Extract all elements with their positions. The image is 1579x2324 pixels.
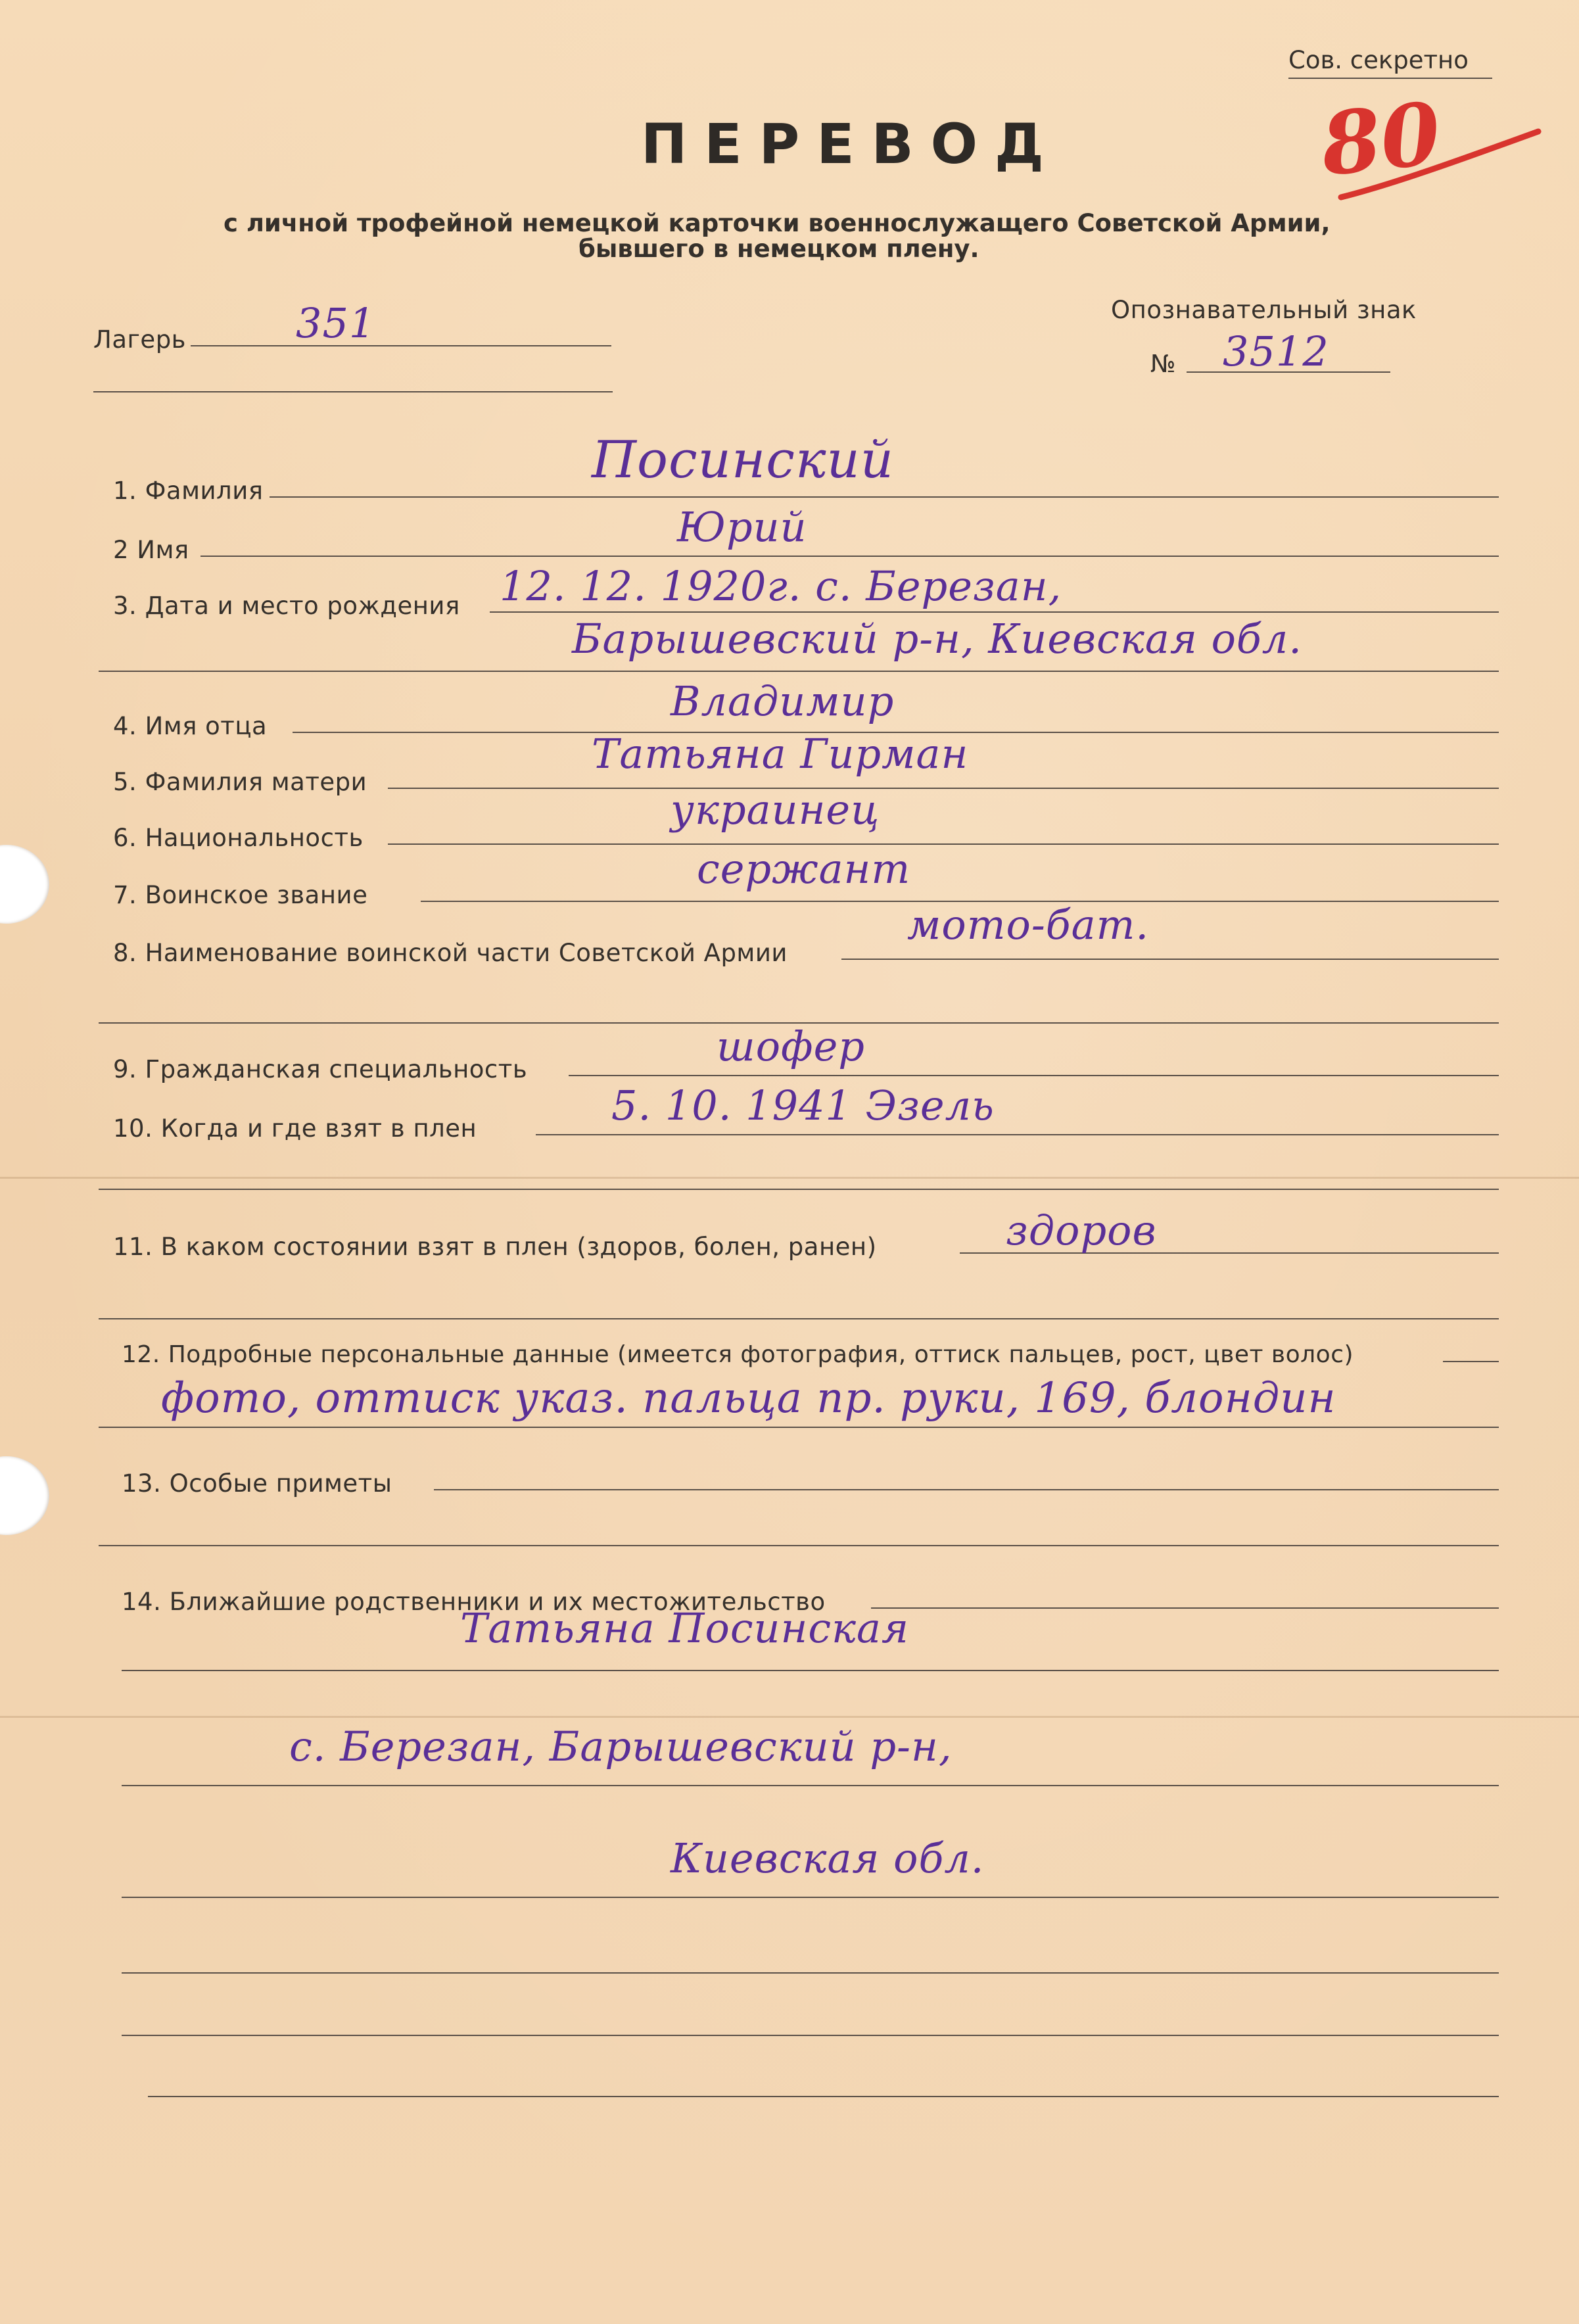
red-underline-mark [1334, 118, 1545, 217]
field-1-label: 1. Фамилия [113, 477, 264, 505]
field-1-line [270, 496, 1499, 498]
field-8-line [841, 959, 1499, 960]
id-tag-label: Опознавательный знак [1111, 296, 1417, 324]
field-14-line-3 [122, 1785, 1499, 1786]
field-14-line-7 [148, 2096, 1499, 2097]
classification-mark: Сов. секретно [1288, 46, 1469, 74]
field-10-line-2 [99, 1189, 1499, 1190]
field-14-line-6 [122, 2035, 1499, 2036]
field-2-line [200, 556, 1499, 557]
field-14-value: Татьяна Посинская [460, 1604, 910, 1652]
field-4-label: 4. Имя отца [113, 712, 268, 740]
field-3-line [490, 611, 1499, 613]
field-11-line-2 [99, 1318, 1499, 1319]
field-7-label: 7. Воинское звание [113, 881, 368, 909]
paper-fold [0, 1177, 1579, 1179]
punch-hole [0, 845, 49, 924]
field-1-value: Посинский [592, 431, 895, 490]
field-12-value: фото, оттиск указ. пальца пр. руки, 169, блондин [161, 1374, 1336, 1423]
camp-line [191, 345, 611, 346]
document-title: ПЕРЕВОД [641, 112, 1061, 176]
document-subtitle-line2: бывшего в немецком плену. [578, 235, 979, 263]
field-8-label: 8. Наименование воинской части Советской Армии [113, 939, 788, 967]
field-5-line [388, 788, 1499, 789]
red-stamp-number: 80 [1316, 82, 1446, 196]
camp-line-2 [93, 391, 613, 392]
field-6-value: украинец [671, 786, 880, 834]
field-14-value-3: Киевская обл. [671, 1834, 985, 1882]
id-tag-value: 3512 [1223, 327, 1329, 375]
field-14-line-4 [122, 1897, 1499, 1898]
field-2-value: Юрий [677, 503, 807, 551]
classification-underline [1288, 78, 1492, 79]
field-14-label: 14. Ближайшие родственники и их местожительство [122, 1588, 826, 1616]
field-14-line [871, 1607, 1499, 1609]
field-6-label: 6. Национальность [113, 824, 364, 852]
field-6-line [388, 843, 1499, 845]
document-subtitle-line1: с личной трофейной немецкой карточки военнослужащего Советской Армии, [224, 209, 1331, 237]
field-4-value: Владимир [671, 677, 895, 725]
field-12-label: 12. Подробные персональные данные (имеется фотография, оттиск пальцев, рост, цвет волос) [122, 1341, 1354, 1368]
field-14-line-2 [122, 1670, 1499, 1671]
field-9-value: шофер [717, 1022, 865, 1070]
field-5-value: Татьяна Гирман [592, 730, 969, 778]
field-9-label: 9. Гражданская специальность [113, 1055, 528, 1083]
camp-label: Лагерь [93, 325, 186, 354]
field-12-line [1443, 1361, 1499, 1362]
field-3-value-2: Барышевский р-н, Киевская обл. [572, 615, 1302, 663]
field-3-line-2 [99, 671, 1499, 672]
field-12-line-2 [99, 1427, 1499, 1428]
field-9-line [569, 1075, 1499, 1076]
paper-fold [0, 1716, 1579, 1718]
field-5-label: 5. Фамилия матери [113, 768, 367, 796]
field-11-value: здоров [1006, 1206, 1157, 1254]
punch-hole [0, 1456, 49, 1535]
field-10-value: 5. 10. 1941 Эзель [611, 1081, 995, 1129]
field-14-value-2: с. Березан, Барышевский р-н, [289, 1722, 953, 1770]
field-3-value: 12. 12. 1920г. с. Березан, [500, 562, 1062, 610]
field-10-label: 10. Когда и где взят в плен [113, 1114, 477, 1143]
field-11-label: 11. В каком состоянии взят в плен (здоров, болен, ранен) [113, 1233, 877, 1261]
field-7-value: сержант [697, 845, 911, 893]
field-2-label: 2 Имя [113, 536, 189, 564]
field-8-value: мото-бат. [907, 901, 1150, 949]
field-13-line [434, 1489, 1499, 1490]
id-tag-no-label: № [1150, 350, 1176, 378]
camp-value: 351 [296, 299, 376, 347]
field-14-line-5 [122, 1972, 1499, 1974]
field-13-label: 13. Особые приметы [122, 1469, 392, 1498]
field-10-line [536, 1134, 1499, 1135]
field-3-label: 3. Дата и место рождения [113, 592, 460, 620]
field-13-line-2 [99, 1545, 1499, 1546]
